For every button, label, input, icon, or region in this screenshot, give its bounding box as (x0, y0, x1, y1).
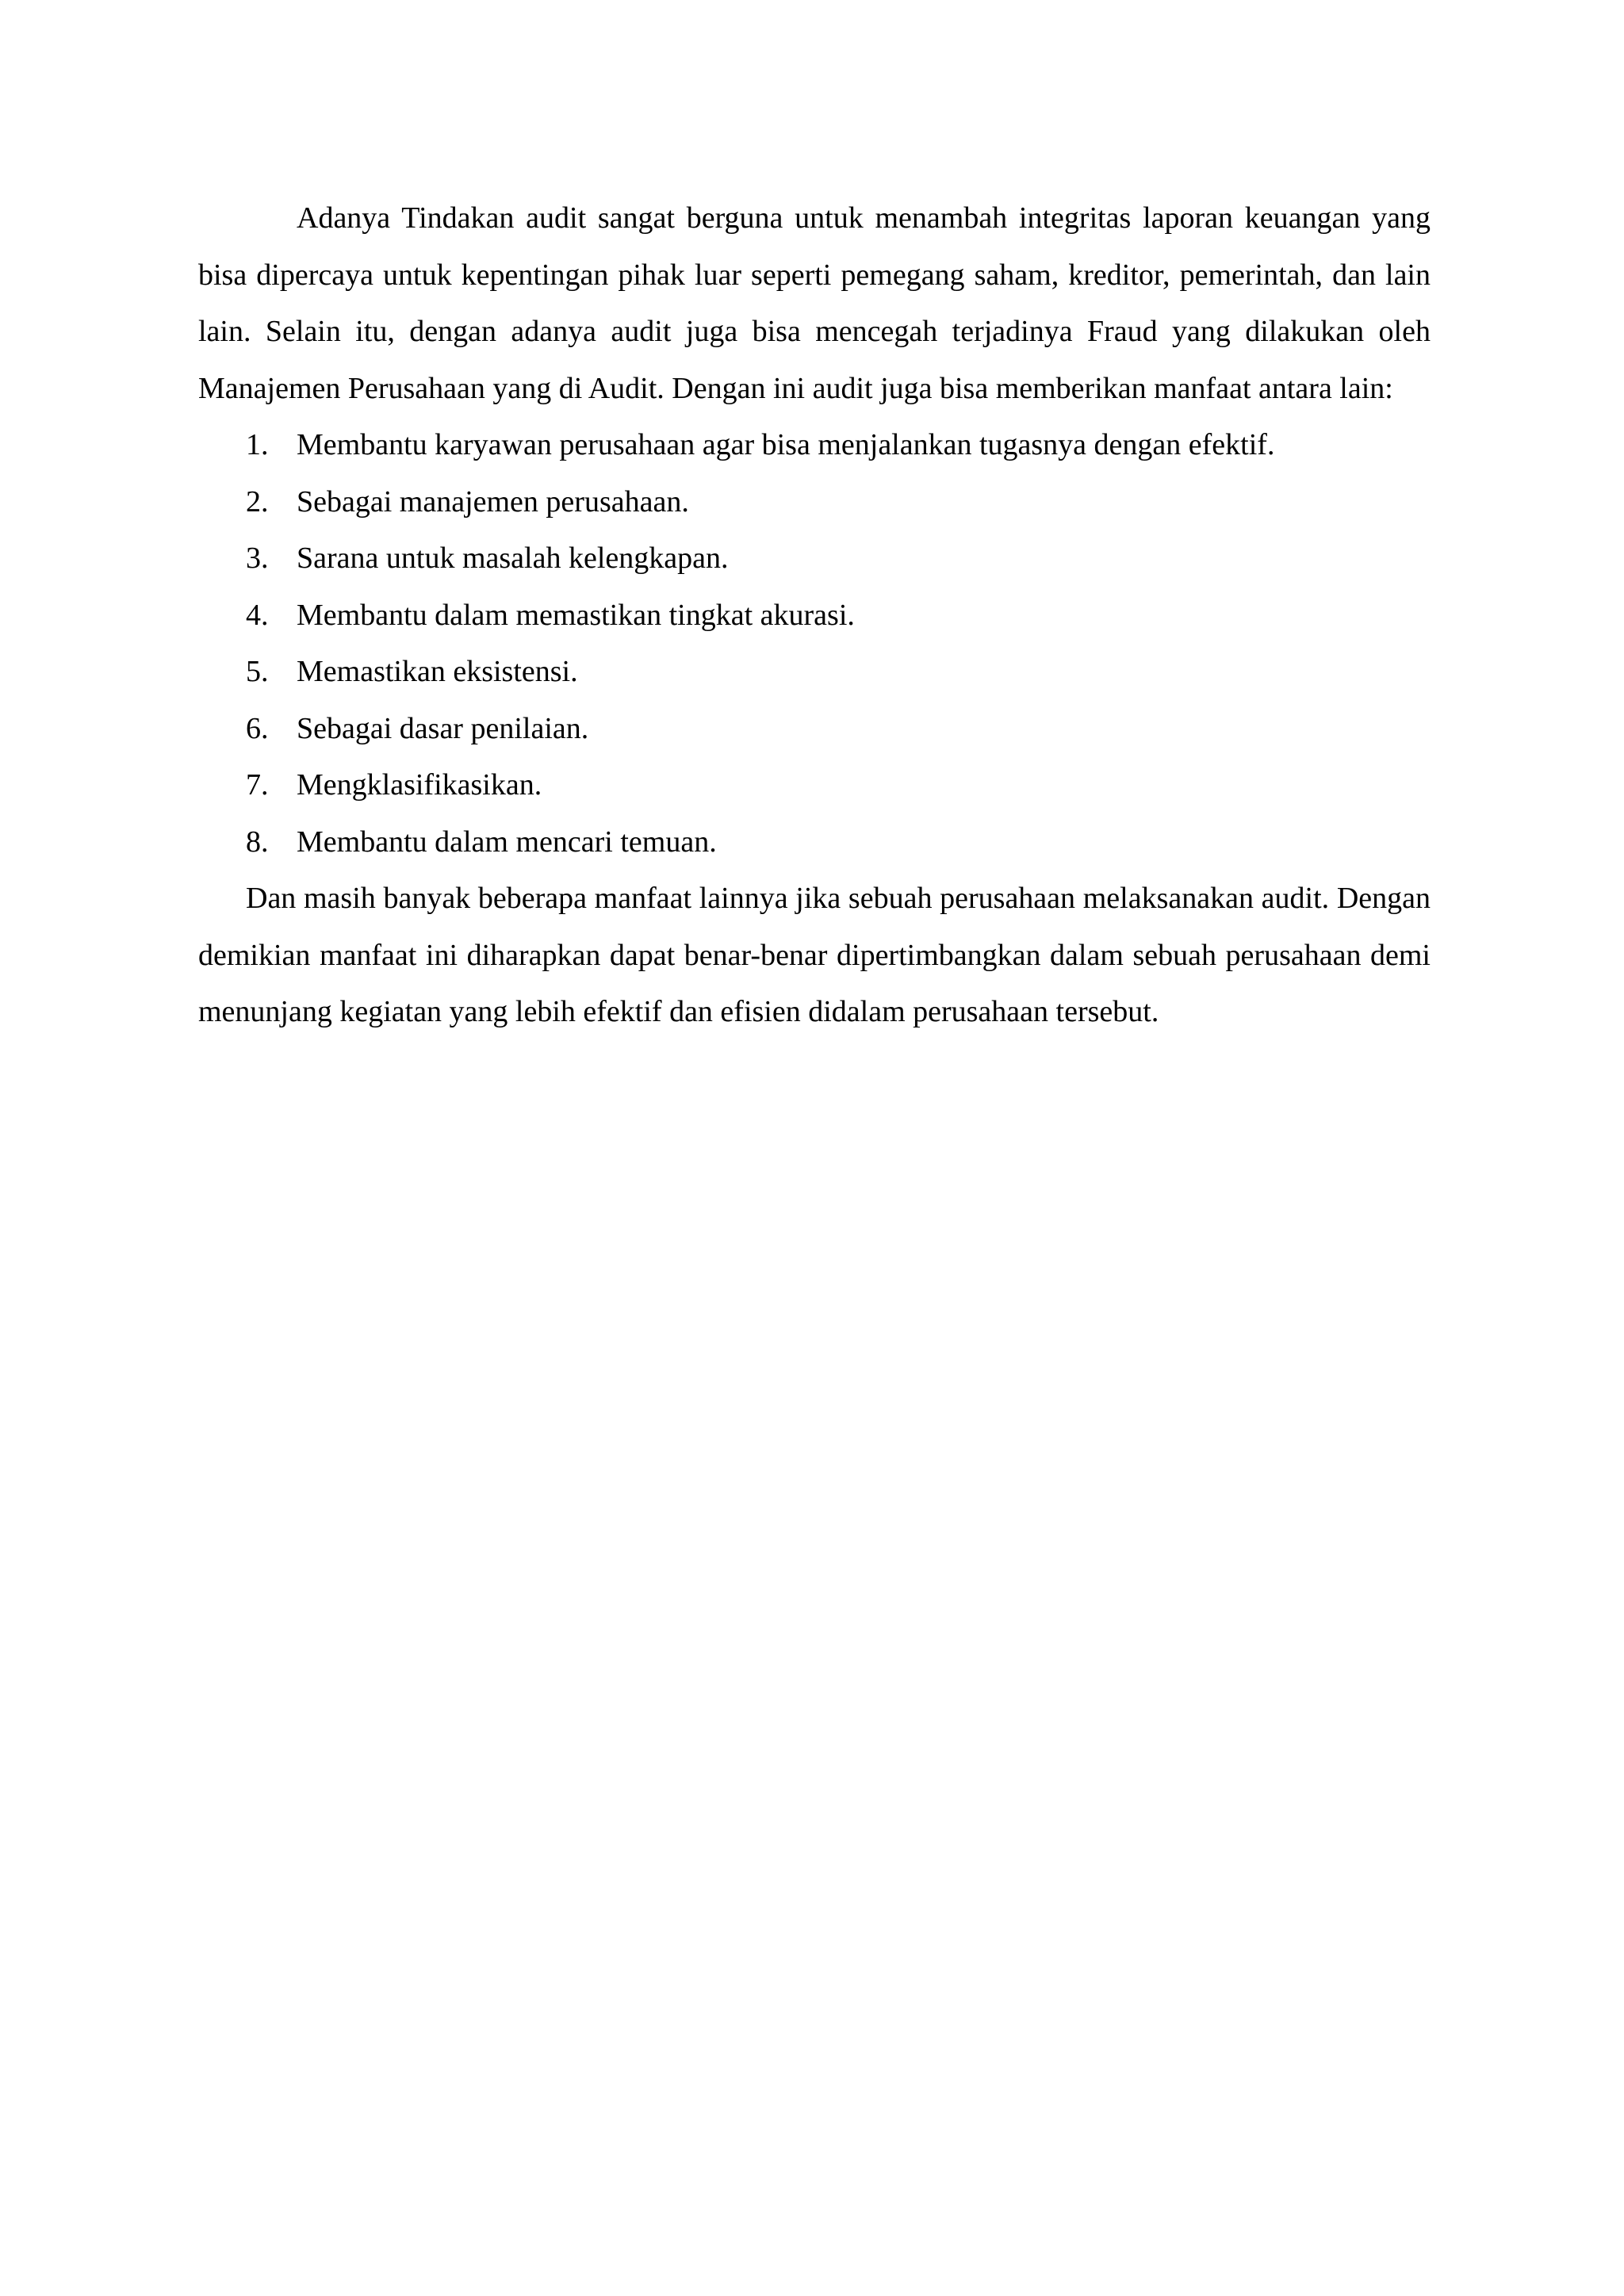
list-item-number: 6. (246, 711, 269, 745)
list-item (198, 701, 1431, 758)
list-item-number: 2. (246, 484, 269, 519)
list-item-text: Membantu karyawan perusahaan agar bisa menjalankan tugasnya dengan efektif. (297, 428, 1275, 461)
list-item-number: 5. (246, 655, 269, 688)
list-item-text: Sebagai manajemen perusahaan. (297, 484, 689, 519)
list-item (198, 474, 1431, 531)
list-item-number: 7. (246, 768, 269, 802)
list-item-number: 3. (246, 541, 269, 575)
document-body (198, 190, 1431, 1041)
list-item (198, 814, 1431, 871)
list-item (198, 757, 1431, 814)
list-item-text: Mengklasifikasikan. (297, 768, 542, 802)
list-item-text: Sebagai dasar penilaian. (297, 711, 589, 745)
list-item-number: 4. (246, 598, 269, 632)
list-item (198, 587, 1431, 645)
list-item (198, 417, 1431, 474)
list-item-number: 8. (246, 825, 269, 859)
closing-paragraph: Dan masih banyak beberapa manfaat lainnya jika sebuah perusahaan melaksanakan audit. Dengan demikian manfaat ini diharapkan dapat benar-benar dipertimbangkan dalam sebuah perusahaan demi menunjang kegiatan yang lebih efektif dan efisien didalam perusahaan tersebut. (198, 882, 1431, 1028)
list-item-number: 1. (246, 428, 269, 461)
list-item-text: Sarana untuk masalah kelengkapan. (297, 541, 729, 575)
list-item-text: Membantu dalam memastikan tingkat akurasi. (297, 598, 855, 632)
list-item (198, 530, 1431, 587)
list-item (198, 644, 1431, 701)
benefits-list (198, 417, 1431, 871)
list-item-text: Memastikan eksistensi. (297, 655, 578, 688)
intro-paragraph: Adanya Tindakan audit sangat berguna untuk menambah integritas laporan keuangan yang bisa dipercaya untuk kepentingan pihak luar seperti pemegang saham, kreditor, pemerintah, dan lain lain. Selain itu, dengan adanya audit juga bisa mencegah terjadinya Fraud yang dilakukan oleh Manajemen Perusahaan yang di Audit. Dengan ini audit juga bisa memberikan manfaat antara lain: (198, 201, 1431, 405)
list-item-text: Membantu dalam mencari temuan. (297, 825, 717, 859)
